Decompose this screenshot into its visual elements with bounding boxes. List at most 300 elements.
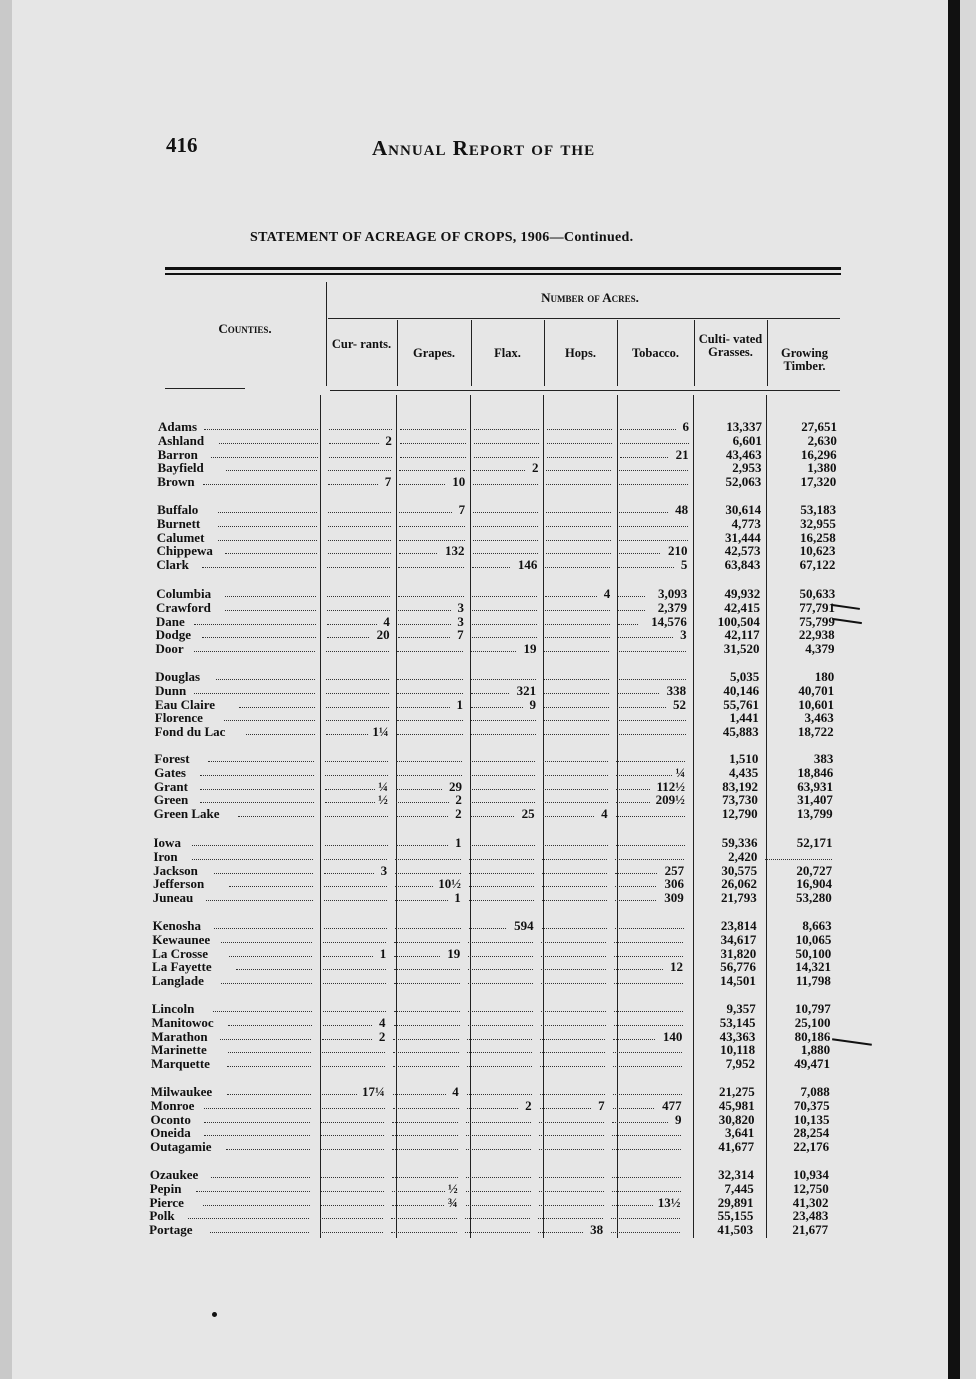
leader-dots: [469, 877, 534, 887]
leader-dots: [616, 836, 685, 846]
leader-dots: [192, 850, 314, 860]
table-row: [148, 587, 848, 601]
cell-grapes: 7: [458, 502, 466, 517]
county-name: Forest: [154, 751, 190, 766]
cell-tobacco: 12: [670, 959, 684, 975]
leader-dots: [542, 919, 607, 929]
county-name: Juneau: [152, 890, 194, 906]
leader-dots: [546, 461, 611, 471]
leader-dots: [541, 947, 606, 957]
cell-tobacco: 14,576: [651, 613, 687, 629]
cell-grapes: 1: [455, 835, 462, 850]
cell-timber: 10,934: [793, 1167, 829, 1182]
leader-dots: [466, 1126, 531, 1136]
leader-dots: [397, 642, 463, 652]
leader-dots: [620, 434, 689, 444]
leader-dots: [325, 752, 388, 762]
leader-dots: [541, 1002, 606, 1012]
table-row: [147, 725, 847, 739]
leader-dots: [543, 836, 608, 846]
header-vline-2: [544, 320, 545, 386]
leader-dots: [470, 766, 535, 776]
cell-grasses: 43,363: [719, 1028, 756, 1044]
leader-dots: [619, 531, 688, 541]
leader-dots: [228, 1043, 312, 1053]
leader-dots: [326, 698, 389, 708]
cell-grapes: 132: [445, 543, 465, 559]
leader-dots: [328, 503, 391, 513]
cell-grapes: 3: [457, 599, 465, 615]
leader-dots: [391, 1209, 457, 1219]
cell-grasses: 4,773: [731, 515, 761, 531]
leader-dots: [465, 1209, 530, 1219]
table-row: [142, 1182, 842, 1196]
cell-grasses: 100,504: [717, 613, 760, 629]
cell-timber: 77,791: [799, 599, 836, 615]
table-row: [149, 475, 849, 489]
leader-dots: [329, 420, 392, 430]
cell-timber: 40,701: [798, 682, 835, 698]
leader-dots: [547, 420, 612, 430]
leader-dots: [471, 725, 536, 735]
table-row: [148, 601, 848, 615]
cell-flax: 9: [529, 696, 536, 712]
cell-timber: 53,280: [796, 890, 832, 906]
leader-dots: [392, 1113, 458, 1123]
cell-tobacco: 257: [664, 862, 685, 878]
leader-dots: [194, 642, 316, 652]
cell-timber: 14,321: [795, 959, 832, 975]
leader-dots: [211, 448, 317, 458]
leader-dots: [541, 933, 606, 943]
leader-dots: [474, 420, 539, 430]
leader-dots: [196, 1182, 310, 1192]
leader-dots: [321, 1140, 384, 1150]
cell-grasses: 1,510: [729, 751, 759, 766]
leader-dots: [470, 752, 535, 762]
county-name: Grant: [154, 778, 188, 794]
cell-tobacco: 6: [682, 419, 689, 434]
leader-dots: [393, 1030, 459, 1040]
cell-grapes: 4: [452, 1084, 459, 1099]
table-row: [146, 807, 846, 821]
leader-dots: [615, 919, 684, 929]
leader-dots: [321, 1113, 384, 1123]
leader-dots: [238, 807, 314, 817]
leader-dots: [322, 1099, 385, 1109]
leader-dots: [324, 850, 387, 860]
county-name: Buffalo: [157, 502, 199, 517]
leader-dots: [541, 974, 606, 984]
leader-dots: [546, 531, 611, 541]
leader-dots: [396, 766, 462, 776]
cell-timber: 18,722: [797, 724, 834, 740]
leader-dots: [392, 1168, 458, 1178]
leader-dots: [474, 448, 539, 458]
cell-currants: 1¼: [372, 724, 389, 740]
header-group-rule: [328, 318, 840, 319]
leader-dots: [394, 1002, 460, 1012]
county-name: Burnett: [156, 515, 201, 531]
cell-grasses: 52,063: [725, 474, 762, 490]
county-name: Marathon: [151, 1028, 208, 1044]
cell-timber: 63,931: [797, 778, 834, 794]
header-col-tobacco: Tobacco.: [631, 346, 680, 360]
leader-dots: [467, 1085, 532, 1095]
leader-dots: [465, 1223, 530, 1233]
cell-timber: 3,463: [804, 710, 834, 726]
leader-dots: [228, 1016, 312, 1026]
county-name: Kewaunee: [152, 931, 211, 947]
leader-dots: [472, 587, 537, 597]
cell-tobacco: 309: [664, 890, 684, 906]
cell-tobacco: 3,093: [657, 586, 688, 601]
leader-dots: [466, 1140, 531, 1150]
county-name: Iron: [153, 848, 178, 864]
cell-flax: 146: [517, 557, 538, 573]
leader-dots: [218, 531, 317, 541]
leader-dots: [216, 670, 315, 680]
leader-dots: [542, 877, 607, 887]
leader-dots: [327, 558, 390, 568]
cell-grapes: 2: [455, 792, 462, 808]
leader-dots: [468, 1002, 533, 1012]
leader-dots: [192, 836, 314, 846]
county-name: Douglas: [155, 669, 201, 684]
cell-timber: 25,100: [794, 1014, 831, 1030]
table-row: [142, 1168, 842, 1182]
cell-currants: 17¼: [362, 1084, 385, 1099]
county-name: Pepin: [149, 1180, 182, 1196]
leader-dots: [470, 780, 535, 790]
cell-grasses: 2,953: [732, 460, 762, 476]
county-name: Door: [155, 641, 184, 657]
cell-timber: 7,088: [800, 1084, 830, 1099]
leader-dots: [227, 1057, 311, 1067]
leader-dots: [613, 1057, 682, 1067]
leader-dots: [202, 628, 316, 638]
leader-dots: [469, 864, 534, 874]
cell-grasses: 7,952: [725, 1056, 755, 1072]
cell-timber: 4,379: [805, 641, 835, 657]
header-vline-counties: [326, 282, 327, 386]
leader-dots: [544, 711, 609, 721]
header-col-grapes: Grapes.: [412, 346, 455, 360]
cell-hops: 38: [590, 1222, 604, 1238]
leader-dots: [473, 544, 538, 554]
table-row: [145, 850, 845, 864]
leader-dots: [612, 1168, 681, 1178]
cell-tobacco: 2,379: [657, 599, 688, 615]
leader-dots: [246, 725, 314, 735]
leader-dots: [469, 891, 534, 901]
cell-tobacco: 209½: [655, 792, 685, 808]
table-row: [145, 891, 845, 905]
cell-timber: 10,797: [794, 1001, 831, 1016]
county-name: Portage: [149, 1222, 193, 1238]
leader-dots: [221, 974, 312, 984]
leader-dots: [612, 1140, 681, 1150]
county-name: Ozaukee: [149, 1167, 199, 1182]
leader-dots: [204, 1113, 310, 1123]
leader-dots: [226, 1140, 310, 1150]
cell-flax: 321: [516, 682, 537, 698]
leader-dots: [208, 752, 314, 762]
county-name: Chippewa: [156, 543, 213, 559]
leader-dots: [395, 919, 461, 929]
leader-dots: [547, 448, 612, 458]
leader-dots: [539, 1140, 604, 1150]
leader-dots: [542, 891, 607, 901]
leader-dots: [204, 1126, 310, 1136]
cell-timber: 21,677: [792, 1222, 829, 1238]
cell-timber: 20,727: [796, 862, 833, 878]
leader-dots: [470, 793, 535, 803]
cell-currants: 20: [376, 627, 390, 643]
leader-dots: [321, 1168, 384, 1178]
leader-dots: [395, 864, 461, 874]
cell-grasses: 23,814: [720, 918, 757, 933]
leader-dots: [545, 615, 610, 625]
leader-dots: [544, 670, 609, 680]
county-name: Jackson: [153, 862, 198, 878]
leader-dots: [617, 725, 686, 735]
leader-dots: [219, 434, 318, 444]
leader-dots: [394, 960, 460, 970]
table-row: [141, 1223, 841, 1237]
cell-grasses: 30,820: [718, 1111, 755, 1127]
cell-timber: 53,183: [800, 502, 837, 517]
cell-currants: 2: [385, 432, 392, 448]
leader-dots: [321, 1182, 384, 1192]
table-row: [148, 558, 848, 572]
cell-timber: 16,296: [800, 446, 837, 462]
page-speck: [212, 1312, 217, 1317]
cell-grasses: 7,445: [724, 1180, 754, 1196]
cell-grasses: 55,155: [717, 1208, 754, 1224]
cell-grapes: 2: [455, 806, 462, 822]
leader-dots: [202, 558, 316, 568]
cell-tobacco: 21: [675, 446, 689, 462]
header-col-hops: Hops.: [565, 346, 596, 360]
cell-grasses: 3,641: [725, 1125, 755, 1141]
cell-grasses: 10,118: [720, 1042, 756, 1058]
cell-grasses: 4,435: [728, 764, 759, 780]
cell-currants: 4: [379, 1014, 386, 1030]
cell-grasses: 31,520: [723, 641, 760, 657]
leader-dots: [229, 877, 313, 887]
leader-dots: [466, 1196, 531, 1206]
cell-grasses: 43,463: [725, 446, 762, 462]
cell-timber: 23,483: [792, 1208, 829, 1224]
leader-dots: [326, 711, 389, 721]
cell-grasses: 31,820: [720, 945, 757, 961]
cell-tobacco: 52: [672, 696, 686, 712]
county-name: La Fayette: [152, 959, 212, 975]
leader-dots: [392, 1126, 458, 1136]
cell-grasses: 12,790: [721, 806, 758, 822]
cell-grapes: 1: [454, 890, 461, 906]
leader-dots: [213, 1002, 312, 1012]
cell-flax: 2: [525, 1097, 532, 1113]
table-row: [144, 933, 844, 947]
cell-grasses: 21,793: [721, 890, 757, 906]
county-name: Eau Claire: [154, 696, 216, 712]
leader-dots: [467, 1030, 532, 1040]
county-name: Pierce: [149, 1194, 184, 1210]
county-name: Monroe: [150, 1097, 195, 1113]
leader-dots: [227, 1085, 311, 1095]
cell-grapes: 10: [452, 474, 466, 490]
leader-dots: [765, 850, 832, 860]
cell-currants: ¼: [378, 778, 389, 794]
county-name: Calumet: [156, 529, 205, 545]
table-row: [146, 766, 846, 780]
cell-timber: 383: [813, 751, 834, 766]
cell-tobacco: 13½: [657, 1194, 681, 1210]
cell-timber: 22,938: [798, 627, 835, 643]
cell-grasses: 9,357: [726, 1001, 756, 1016]
cell-timber: 10,135: [793, 1111, 830, 1127]
cell-currants: 7: [384, 474, 392, 490]
cell-flax: 594: [514, 918, 534, 933]
header-vline-3: [617, 320, 618, 386]
leader-dots: [328, 461, 391, 471]
leader-dots: [544, 698, 609, 708]
cell-grapes: 1: [456, 696, 463, 712]
cell-timber: 50,100: [795, 945, 832, 961]
leader-dots: [211, 1168, 310, 1178]
leader-dots: [541, 960, 606, 970]
cell-timber: 11,798: [795, 973, 831, 989]
county-name: Columbia: [156, 586, 212, 601]
cell-timber: 75,799: [799, 613, 835, 629]
leader-dots: [545, 558, 610, 568]
leader-dots: [218, 503, 317, 513]
table-row: [143, 1099, 843, 1113]
leader-dots: [394, 974, 460, 984]
table-row: [144, 1016, 844, 1030]
cell-tobacco: 48: [675, 502, 689, 517]
leader-dots: [214, 864, 313, 874]
cell-grapes: 3: [457, 613, 464, 629]
cell-tobacco: ¼: [675, 764, 686, 780]
scan-binding-shadow: [948, 0, 960, 1379]
leader-dots: [472, 628, 537, 638]
leader-dots: [327, 601, 390, 611]
header-col-currants: Cur- rants.: [331, 337, 392, 351]
table-row: [143, 1085, 843, 1099]
county-name: Kenosha: [152, 918, 201, 933]
leader-dots: [473, 503, 538, 513]
header-vline-0: [397, 320, 398, 386]
cell-tobacco: 140: [662, 1028, 683, 1044]
county-name: Fond du Lac: [154, 724, 226, 740]
leader-dots: [614, 1002, 683, 1012]
cell-timber: 10,065: [795, 931, 832, 947]
leader-dots: [473, 531, 538, 541]
cell-timber: 22,176: [793, 1139, 830, 1155]
leader-dots: [323, 933, 386, 943]
table-row: [149, 503, 849, 517]
leader-dots: [323, 1002, 386, 1012]
leader-dots: [619, 461, 688, 471]
cell-grasses: 14,501: [720, 973, 756, 989]
county-name: Oneida: [150, 1125, 191, 1141]
leader-dots: [472, 615, 537, 625]
cell-grasses: 45,883: [722, 724, 759, 740]
cell-grasses: 83,192: [722, 778, 759, 794]
leader-dots: [614, 974, 683, 984]
table-row: [144, 974, 844, 988]
cell-timber: 10,623: [799, 543, 836, 559]
leader-dots: [225, 587, 316, 597]
leader-dots: [545, 601, 610, 611]
leader-dots: [468, 947, 533, 957]
leader-dots: [539, 1196, 604, 1206]
leader-dots: [540, 1085, 605, 1095]
leader-dots: [547, 434, 612, 444]
running-head: Annual Report of the: [372, 136, 596, 160]
leader-dots: [540, 1043, 605, 1053]
leader-dots: [472, 601, 537, 611]
leader-dots: [204, 420, 318, 430]
county-name: Green Lake: [153, 806, 220, 822]
leader-dots: [543, 793, 608, 803]
leader-dots: [540, 1030, 605, 1040]
leader-dots: [188, 1209, 310, 1219]
cell-timber: 12,750: [792, 1180, 829, 1196]
county-name: Marinette: [151, 1042, 207, 1058]
county-name: Outagamie: [150, 1139, 212, 1155]
cell-grasses: 13,337: [726, 419, 762, 434]
header-vline-4: [694, 320, 695, 386]
cell-grasses: 59,336: [721, 835, 758, 850]
county-name: Langlade: [151, 973, 204, 989]
leader-dots: [614, 947, 683, 957]
cell-grapes: ¾: [447, 1194, 458, 1210]
leader-dots: [397, 670, 463, 680]
leader-dots: [540, 1057, 605, 1067]
leader-dots: [225, 601, 316, 611]
top-rule-thick: [165, 267, 841, 270]
county-name: Florence: [154, 710, 203, 726]
leader-dots: [616, 807, 685, 817]
county-name: Lincoln: [151, 1001, 195, 1016]
table-row: [143, 1057, 843, 1071]
county-name: Green: [153, 792, 189, 808]
leader-dots: [468, 960, 533, 970]
county-name: Clark: [156, 557, 189, 573]
cell-timber: 28,254: [793, 1125, 830, 1141]
leader-dots: [613, 1085, 682, 1095]
cell-hops: 7: [598, 1097, 605, 1113]
leader-dots: [393, 1099, 459, 1109]
cell-hops: 4: [601, 806, 608, 822]
leader-dots: [471, 711, 536, 721]
cell-tobacco: 112½: [656, 778, 686, 794]
cell-grasses: 31,444: [724, 529, 761, 545]
county-name: Marquette: [150, 1056, 210, 1072]
leader-dots: [468, 933, 533, 943]
cell-tobacco: 3: [680, 627, 687, 643]
table-row: [150, 434, 850, 448]
leader-dots: [218, 517, 317, 527]
header-col-flax: Flax.: [494, 346, 521, 360]
leader-dots: [203, 475, 317, 485]
leader-dots: [542, 864, 607, 874]
leader-dots: [399, 461, 465, 471]
